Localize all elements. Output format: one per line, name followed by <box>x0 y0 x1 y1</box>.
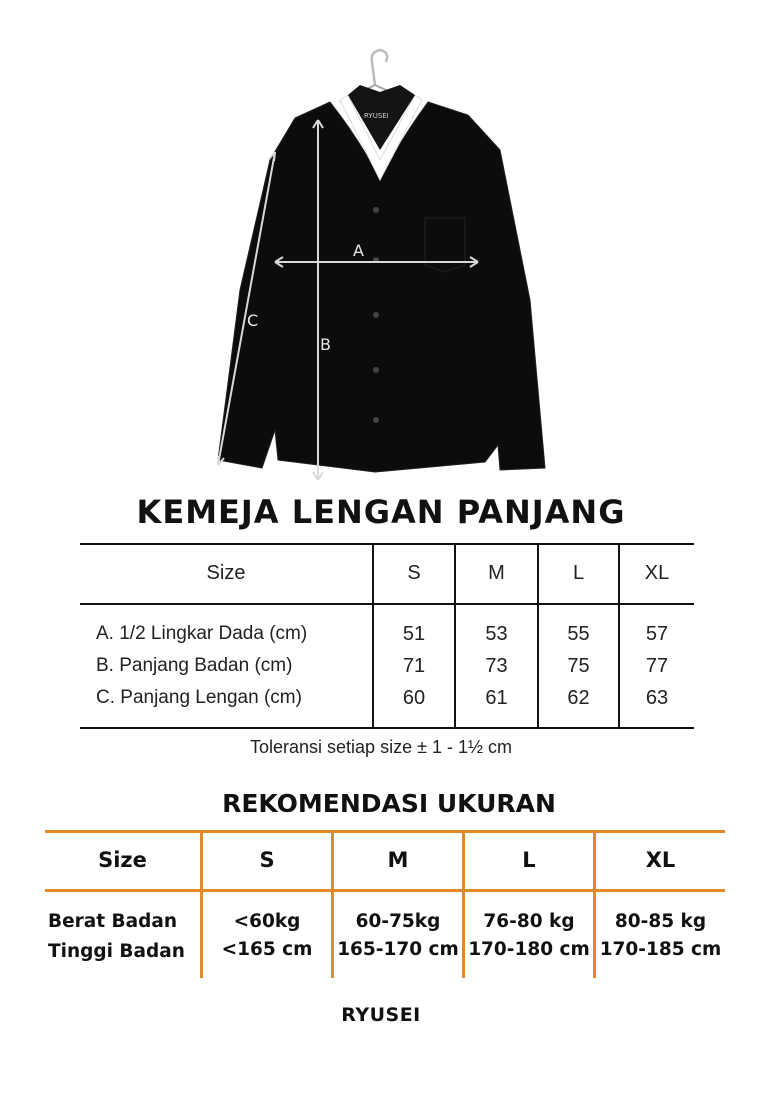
rec-header-rule <box>45 889 725 892</box>
recommendation-table <box>45 830 725 980</box>
rec-weight-xl: 80-85 kg <box>614 911 707 932</box>
cell-body-m: 73 <box>485 655 508 677</box>
label-c: C <box>247 311 259 330</box>
header-s: S <box>407 562 421 584</box>
rec-header-l: L <box>522 848 536 872</box>
cell-sleeve-s: 60 <box>402 687 426 709</box>
cell-body-s: 71 <box>402 655 426 677</box>
brand-logo: RYUSEI <box>341 1004 421 1026</box>
table-header-rule <box>80 603 694 605</box>
rec-height-s: <165 cm <box>221 939 313 960</box>
header-size: Size <box>206 562 246 584</box>
row-label-sleeve: C. Panjang Lengan (cm) <box>96 687 302 708</box>
rec-row-label-weight: Berat Badan <box>48 911 178 932</box>
label-b: B <box>320 335 331 354</box>
recommendation-title: REKOMENDASI UKURAN <box>222 789 556 818</box>
rec-header-s: S <box>259 848 275 872</box>
rec-header-xl: XL <box>645 848 676 872</box>
rec-weight-s: <60kg <box>233 911 301 932</box>
cell-chest-s: 51 <box>402 623 426 645</box>
cell-body-l: 75 <box>567 655 590 677</box>
shirt-diagram <box>200 40 560 490</box>
rec-row-label-height: Tinggi Badan <box>48 941 185 962</box>
header-l: L <box>572 562 585 584</box>
label-a: A <box>353 241 364 260</box>
table-bottom-rule <box>80 727 694 729</box>
collar-tag: RYUSEI <box>364 112 389 120</box>
rec-weight-m: 60-75kg <box>355 911 441 932</box>
cell-body-xl: 77 <box>645 655 669 677</box>
rec-height-m: 165-170 cm <box>337 939 459 960</box>
rec-header-m: M <box>387 848 409 872</box>
shirt-illustration <box>200 40 560 490</box>
cell-chest-m: 53 <box>485 623 508 645</box>
cell-sleeve-l: 62 <box>567 687 590 709</box>
table-top-rule <box>80 543 694 545</box>
rec-top-rule <box>45 830 725 833</box>
rec-header-size: Size <box>98 848 147 872</box>
rec-height-l: 170-180 cm <box>468 939 590 960</box>
tolerance-note: Toleransi setiap size ± 1 - 1½ cm <box>250 737 512 757</box>
row-label-chest: A. 1/2 Lingkar Dada (cm) <box>96 623 308 644</box>
header-m: M <box>488 562 505 584</box>
cell-sleeve-xl: 63 <box>645 687 669 709</box>
cell-chest-xl: 57 <box>645 623 669 645</box>
header-xl: XL <box>644 562 670 584</box>
rec-height-xl: 170-185 cm <box>599 939 722 960</box>
page-title: KEMEJA LENGAN PANJANG <box>136 493 626 531</box>
rec-weight-l: 76-80 kg <box>483 911 575 932</box>
cell-chest-l: 55 <box>567 623 590 645</box>
cell-sleeve-m: 61 <box>485 687 508 709</box>
row-label-body-length: B. Panjang Badan (cm) <box>96 655 293 676</box>
